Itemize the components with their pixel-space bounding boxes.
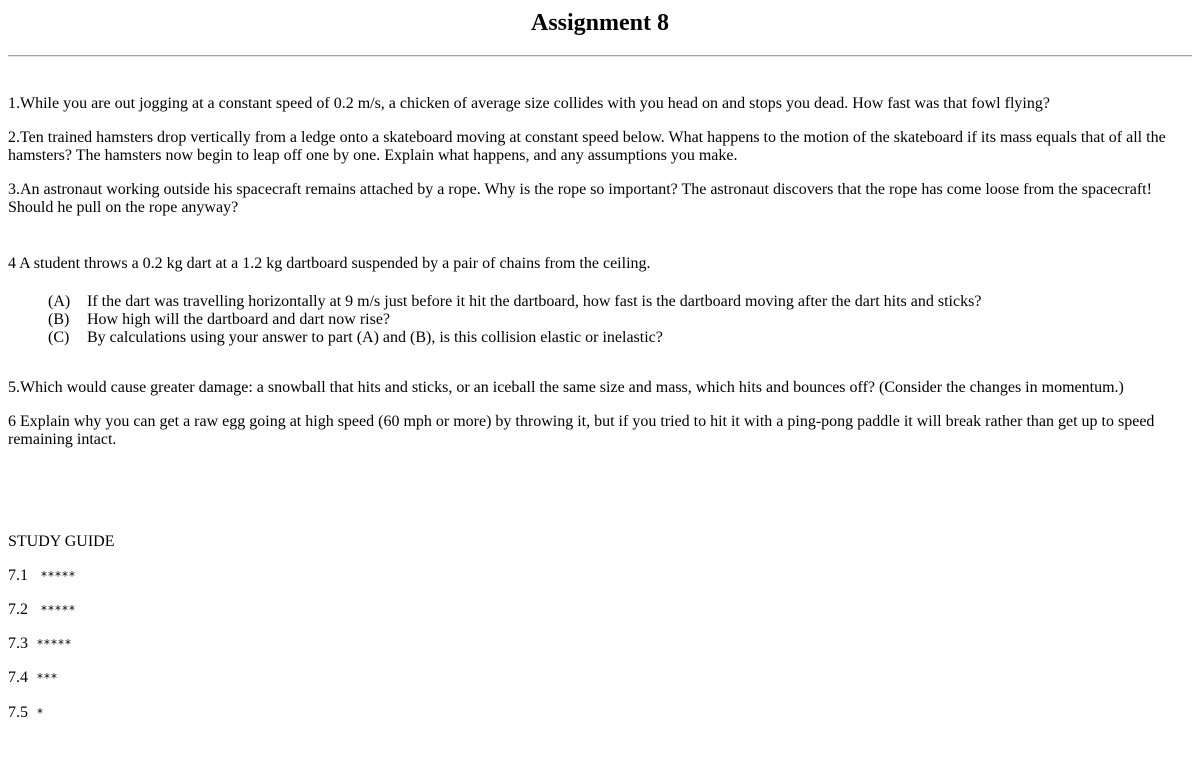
page-title: Assignment 8: [530, 10, 669, 36]
horizontal-divider: [8, 55, 1192, 57]
star-rating: *****: [41, 569, 76, 583]
part-text: By calculations using your answer to part (A) and (B), is this collision elastic or inelastic?: [87, 329, 663, 346]
part-letter: (B): [48, 311, 70, 328]
study-guide-item: [8, 669, 58, 687]
question-6: 6 Explain why you can get a raw egg going at high speed (60 mph or more) by throwing it, but if you tried to hit it with a ping-pong paddle it will break rather than get up to speed remaining intact.: [8, 413, 1155, 448]
star-rating: *****: [37, 637, 72, 651]
part-text: How high will the dartboard and dart now rise?: [87, 311, 391, 328]
section-number: 7.3: [8, 635, 28, 652]
star-rating: *****: [41, 603, 76, 617]
part-letter: (C): [48, 329, 70, 346]
question-3: 3.An astronaut working outside his spacecraft remains attached by a rope. Why is the rope so important? The astronaut discovers that the rope has come loose from the spacecraft! Should he pull on the rope anyway?: [8, 181, 1152, 216]
study-guide-item: [8, 601, 76, 619]
question-4-part-b: [48, 311, 1188, 329]
question-2: 2.Ten trained hamsters drop vertically from a ledge onto a skateboard moving at constant speed below. What happens to the motion of the skateboard if its mass equals that of all the hamsters? The hamsters now begin to leap off one by one. Explain what happens, and any assumptions you make.: [8, 129, 1166, 164]
question-4-part-a: [48, 293, 1188, 311]
question-4: 4 A student throws a 0.2 kg dart at a 1.2 kg dartboard suspended by a pair of chains from the ceiling.: [8, 255, 651, 272]
section-number: 7.5: [8, 704, 28, 721]
question-5: 5.Which would cause greater damage: a snowball that hits and sticks, or an iceball the same size and mass, which hits and bounces off? (Consider the changes in momentum.): [8, 379, 1124, 396]
study-guide-item: [8, 567, 76, 585]
star-rating: *: [37, 706, 44, 720]
question-4-part-c: [48, 329, 1188, 347]
section-number: 7.2: [8, 601, 28, 618]
section-number: 7.4: [8, 669, 28, 686]
part-text: If the dart was travelling horizontally at 9 m/s just before it hit the dartboard, how fast is the dartboard moving after the dart hits and sticks?: [87, 293, 982, 310]
study-guide-heading: STUDY GUIDE: [8, 533, 115, 550]
star-rating: ***: [37, 671, 58, 685]
study-guide-item: [8, 704, 44, 722]
question-1: 1.While you are out jogging at a constant speed of 0.2 m/s, a chicken of average size collides with you head on and stops you dead. How fast was that fowl flying?: [8, 95, 1050, 112]
study-guide-item: [8, 635, 72, 653]
part-letter: (A): [48, 293, 71, 310]
section-number: 7.1: [8, 567, 28, 584]
